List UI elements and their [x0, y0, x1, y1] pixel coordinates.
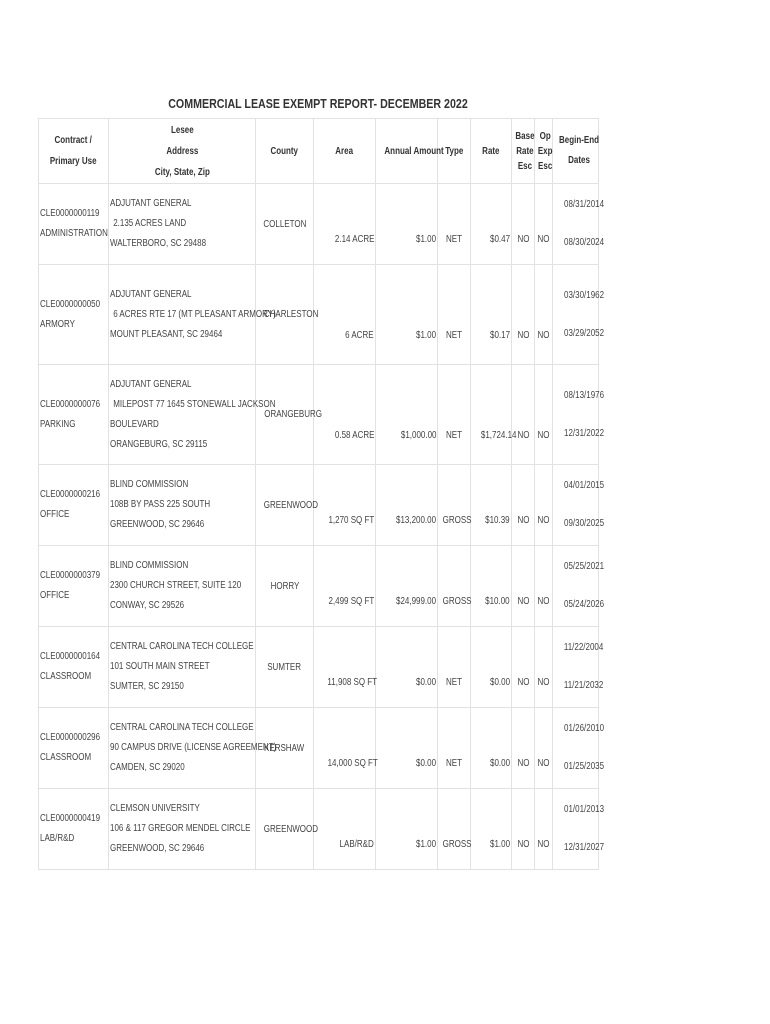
amount-cell: $1.00 — [376, 789, 438, 870]
table-row — [39, 365, 599, 465]
type-cell: GROSS — [438, 546, 471, 627]
address-cell: BLIND COMMISSION 108B BY PASS 225 SOUTH GREENWOOD, SC 29646 — [109, 465, 256, 546]
header-area: Area — [314, 119, 376, 184]
dates-cell — [553, 708, 605, 789]
header-annual-amount: Annual Amount — [376, 119, 438, 184]
dates-cell — [553, 365, 605, 465]
base-esc-cell: NO — [512, 365, 535, 465]
contract-cell — [39, 708, 109, 789]
header-type: Type — [438, 119, 471, 184]
rate-cell: $10.39 — [471, 465, 512, 546]
amount-cell: $13,200.00 — [376, 465, 438, 546]
address-cell: BLIND COMMISSION 2300 CHURCH STREET, SUITE 120 CONWAY, SC 29526 — [109, 546, 256, 627]
header-contract: Contract / Primary Use — [39, 119, 109, 184]
begin-date: 08/13/1976 — [564, 389, 605, 401]
op-esc-cell: NO — [535, 365, 553, 465]
begin-date: 03/30/1962 — [564, 289, 605, 301]
area-cell: 6 ACRE — [314, 265, 376, 365]
contract-cell — [39, 627, 109, 708]
rate-cell: $0.47 — [471, 184, 512, 265]
begin-date: 11/22/2004 — [563, 642, 604, 653]
address-cell: CENTRAL CAROLINA TECH COLLEGE 101 SOUTH MAIN STREET SUMTER, SC 29150 — [109, 627, 256, 708]
county-cell: CHARLESTON — [256, 265, 314, 365]
primary-use: LAB/R&D — [40, 833, 75, 844]
type-cell: NET — [438, 627, 471, 708]
area-cell: 1,270 SQ FT — [314, 465, 376, 546]
contract-cell — [39, 265, 109, 365]
end-date: 12/31/2027 — [564, 842, 605, 853]
primary-use: ADMINISTRATION — [40, 228, 108, 239]
contract-cell — [39, 184, 109, 265]
primary-use: CLASSROOM — [40, 671, 92, 682]
end-date: 09/30/2025 — [564, 518, 605, 529]
base-esc-cell: NO — [512, 265, 535, 365]
primary-use: ARMORY — [40, 318, 75, 330]
area-cell: 14,000 SQ FT — [314, 708, 376, 789]
primary-use: PARKING — [40, 418, 76, 430]
table-row — [39, 627, 599, 708]
begin-date: 01/01/2013 — [564, 804, 605, 815]
county-cell: GREENWOOD — [256, 465, 314, 546]
table-row — [39, 546, 599, 627]
primary-use: CLASSROOM — [40, 752, 92, 763]
end-date: 05/24/2026 — [564, 599, 605, 610]
rate-cell: $0.00 — [471, 627, 512, 708]
area-cell: LAB/R&D — [314, 789, 376, 870]
amount-cell: $0.00 — [376, 627, 438, 708]
header-base-rate-esc: Base Rate Esc — [512, 119, 535, 184]
primary-use: OFFICE — [40, 509, 70, 520]
county-cell: COLLETON — [256, 184, 314, 265]
dates-cell — [553, 546, 605, 627]
end-date: 11/21/2032 — [563, 680, 604, 691]
contract-cell — [39, 789, 109, 870]
header-county: County — [256, 119, 314, 184]
area-cell: 0.58 ACRE — [314, 365, 376, 465]
amount-cell: $1.00 — [376, 265, 438, 365]
amount-cell: $1.00 — [376, 184, 438, 265]
county-cell: KERSHAW — [256, 708, 314, 789]
op-esc-cell: NO — [535, 708, 553, 789]
end-date: 03/29/2052 — [564, 327, 605, 339]
base-esc-cell: NO — [512, 546, 535, 627]
table-row — [39, 789, 599, 870]
address-cell: CLEMSON UNIVERSITY 106 & 117 GREGOR MENDEL CIRCLE GREENWOOD, SC 29646 — [109, 789, 256, 870]
base-esc-cell: NO — [512, 465, 535, 546]
op-esc-cell: NO — [535, 265, 553, 365]
begin-date: 05/25/2021 — [564, 561, 605, 572]
end-date: 08/30/2024 — [564, 237, 605, 248]
address-cell: ADJUTANT GENERAL 6 ACRES RTE 17 (MT PLEASANT ARMORY) MOUNT PLEASANT, SC 29464 — [109, 265, 256, 365]
contract-id: CLE0000000419 — [40, 813, 101, 824]
primary-use: OFFICE — [40, 590, 70, 601]
table-row — [39, 465, 599, 546]
contract-id: CLE0000000296 — [40, 732, 101, 743]
report-title: COMMERCIAL LEASE EXEMPT REPORT- DECEMBER 2022 — [168, 96, 468, 111]
contract-cell — [39, 465, 109, 546]
op-esc-cell: NO — [535, 546, 553, 627]
op-esc-cell: NO — [535, 465, 553, 546]
type-cell: NET — [438, 365, 471, 465]
rate-cell: $1,724.14 — [471, 365, 512, 465]
address-cell: ADJUTANT GENERAL MILEPOST 77 1645 STONEWALL JACKSON BOULEVARD ORANGEBURG, SC 29115 — [109, 365, 256, 465]
header-begin-end-dates: Begin-End Dates — [553, 119, 599, 184]
dates-cell — [553, 627, 604, 708]
amount-cell: $0.00 — [376, 708, 438, 789]
end-date: 12/31/2022 — [564, 427, 605, 439]
contract-id: CLE0000000216 — [40, 489, 101, 500]
rate-cell: $0.17 — [471, 265, 512, 365]
rate-cell: $10.00 — [471, 546, 512, 627]
begin-date: 04/01/2015 — [564, 480, 605, 491]
area-cell: 2.14 ACRE — [314, 184, 376, 265]
contract-id: CLE0000000050 — [40, 298, 101, 310]
base-esc-cell: NO — [512, 184, 535, 265]
end-date: 01/25/2035 — [564, 761, 605, 772]
address-cell: CENTRAL CAROLINA TECH COLLEGE 90 CAMPUS DRIVE (LICENSE AGREEMENT) CAMDEN, SC 29020 — [109, 708, 256, 789]
contract-cell — [39, 365, 109, 465]
type-cell: GROSS — [438, 789, 471, 870]
type-cell: NET — [438, 265, 471, 365]
dates-cell — [553, 265, 605, 365]
table-row — [39, 265, 599, 365]
contract-id: CLE0000000119 — [40, 208, 100, 219]
type-cell: NET — [438, 708, 471, 789]
op-esc-cell: NO — [535, 789, 553, 870]
contract-id: CLE0000000164 — [40, 651, 101, 662]
amount-cell: $1,000.00 — [376, 365, 438, 465]
base-esc-cell: NO — [512, 789, 535, 870]
area-cell: 2,499 SQ FT — [314, 546, 376, 627]
base-esc-cell: NO — [512, 708, 535, 789]
dates-cell — [553, 184, 605, 265]
dates-cell — [553, 789, 605, 870]
table-row — [39, 184, 599, 265]
header-rate: Rate — [471, 119, 512, 184]
table-row — [39, 708, 599, 789]
rate-cell: $1.00 — [471, 789, 512, 870]
begin-date: 08/31/2014 — [564, 199, 605, 210]
op-esc-cell: NO — [535, 184, 553, 265]
contract-id: CLE0000000379 — [40, 570, 101, 581]
header-lesee: Lesee Address City, State, Zip — [109, 119, 256, 184]
type-cell: NET — [438, 184, 471, 265]
op-esc-cell: NO — [535, 627, 553, 708]
county-cell: GREENWOOD — [256, 789, 314, 870]
base-esc-cell: NO — [512, 627, 535, 708]
type-cell: GROSS — [438, 465, 471, 546]
dates-cell — [553, 465, 605, 546]
contract-cell — [39, 546, 109, 627]
address-cell: ADJUTANT GENERAL 2.135 ACRES LAND WALTERBORO, SC 29488 — [109, 184, 256, 265]
county-cell: SUMTER — [256, 627, 314, 708]
rate-cell: $0.00 — [471, 708, 512, 789]
header-row — [39, 119, 599, 184]
amount-cell: $24,999.00 — [376, 546, 438, 627]
county-cell: HORRY — [256, 546, 314, 627]
lease-table — [38, 118, 605, 870]
begin-date: 01/26/2010 — [564, 723, 605, 734]
area-cell: 11,908 SQ FT — [314, 627, 376, 708]
header-op-exp-esc: Op Exp Esc — [535, 119, 553, 184]
contract-id: CLE0000000076 — [40, 398, 101, 410]
county-cell: ORANGEBURG — [256, 365, 314, 465]
